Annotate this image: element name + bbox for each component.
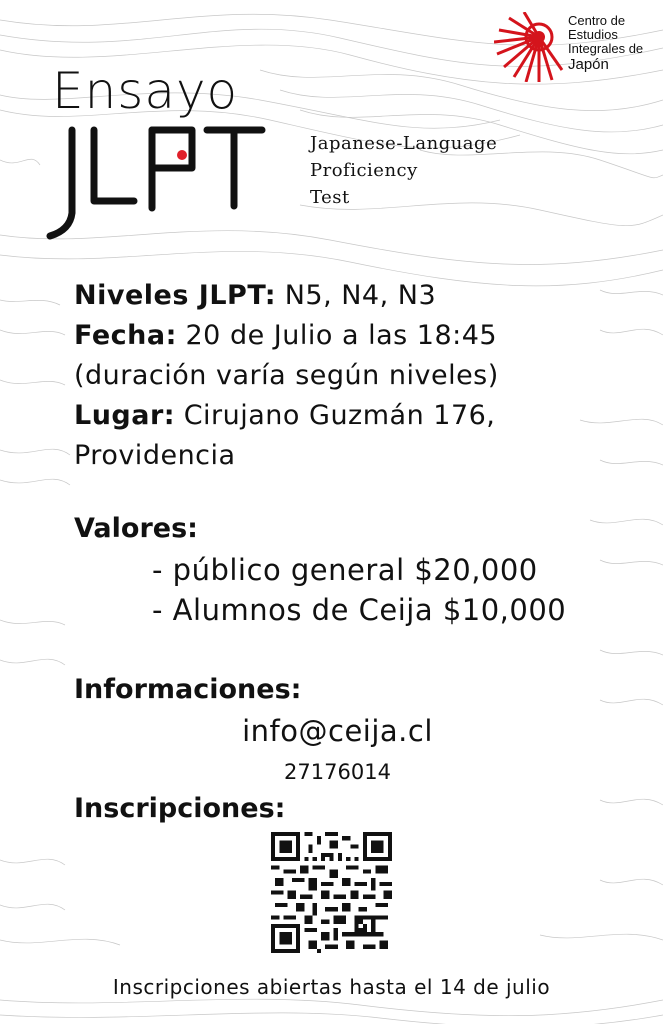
lugar-value: Cirujano Guzmán 176,	[183, 400, 496, 431]
price-general: - público general $20,000	[152, 553, 538, 587]
logo-line2: Estudios	[568, 27, 618, 42]
valores-heading: Valores:	[74, 513, 198, 544]
qr-code-icon[interactable]	[271, 832, 392, 953]
red-dot-icon	[177, 150, 187, 160]
fecha-value: 20 de Julio a las 18:45	[185, 320, 498, 351]
niveles-label: Niveles JLPT:	[74, 280, 277, 311]
inscripciones-heading: Inscripciones:	[74, 793, 286, 824]
jlpt-logo	[42, 118, 282, 243]
subtitle-line2: Proficiency	[310, 160, 418, 181]
lugar-label: Lugar:	[74, 400, 176, 431]
subtitle-line3: Test	[310, 187, 350, 208]
lugar-row	[74, 396, 499, 436]
lugar-value-line2: Providencia	[74, 440, 236, 471]
rising-sun-icon	[494, 12, 564, 82]
registration-deadline: Inscripciones abiertas hasta el 14 de julio	[112, 975, 551, 999]
event-details	[74, 276, 499, 476]
ensayo-title: Ensayo	[52, 62, 239, 120]
fecha-row	[74, 316, 499, 356]
phone-number[interactable]: 27176014	[284, 760, 391, 784]
jlpt-subtitle	[310, 130, 497, 211]
email-link[interactable]: info@ceija.cl	[242, 714, 433, 748]
duracion-note: (duración varía según niveles)	[74, 360, 499, 391]
logo-line1: Centro de	[568, 13, 626, 28]
ceija-logo	[494, 10, 654, 86]
logo-line4: Japón	[568, 56, 609, 73]
price-students: - Alumnos de Ceija $10,000	[152, 593, 567, 627]
informaciones-heading: Informaciones:	[74, 674, 302, 705]
fecha-label: Fecha:	[74, 320, 177, 351]
subtitle-line1: Japanese-Language	[310, 133, 498, 154]
niveles-row	[74, 276, 499, 316]
jlpt-lettering	[42, 118, 282, 243]
logo-line3: Integrales de	[568, 41, 644, 56]
niveles-value: N5, N4, N3	[284, 280, 437, 311]
